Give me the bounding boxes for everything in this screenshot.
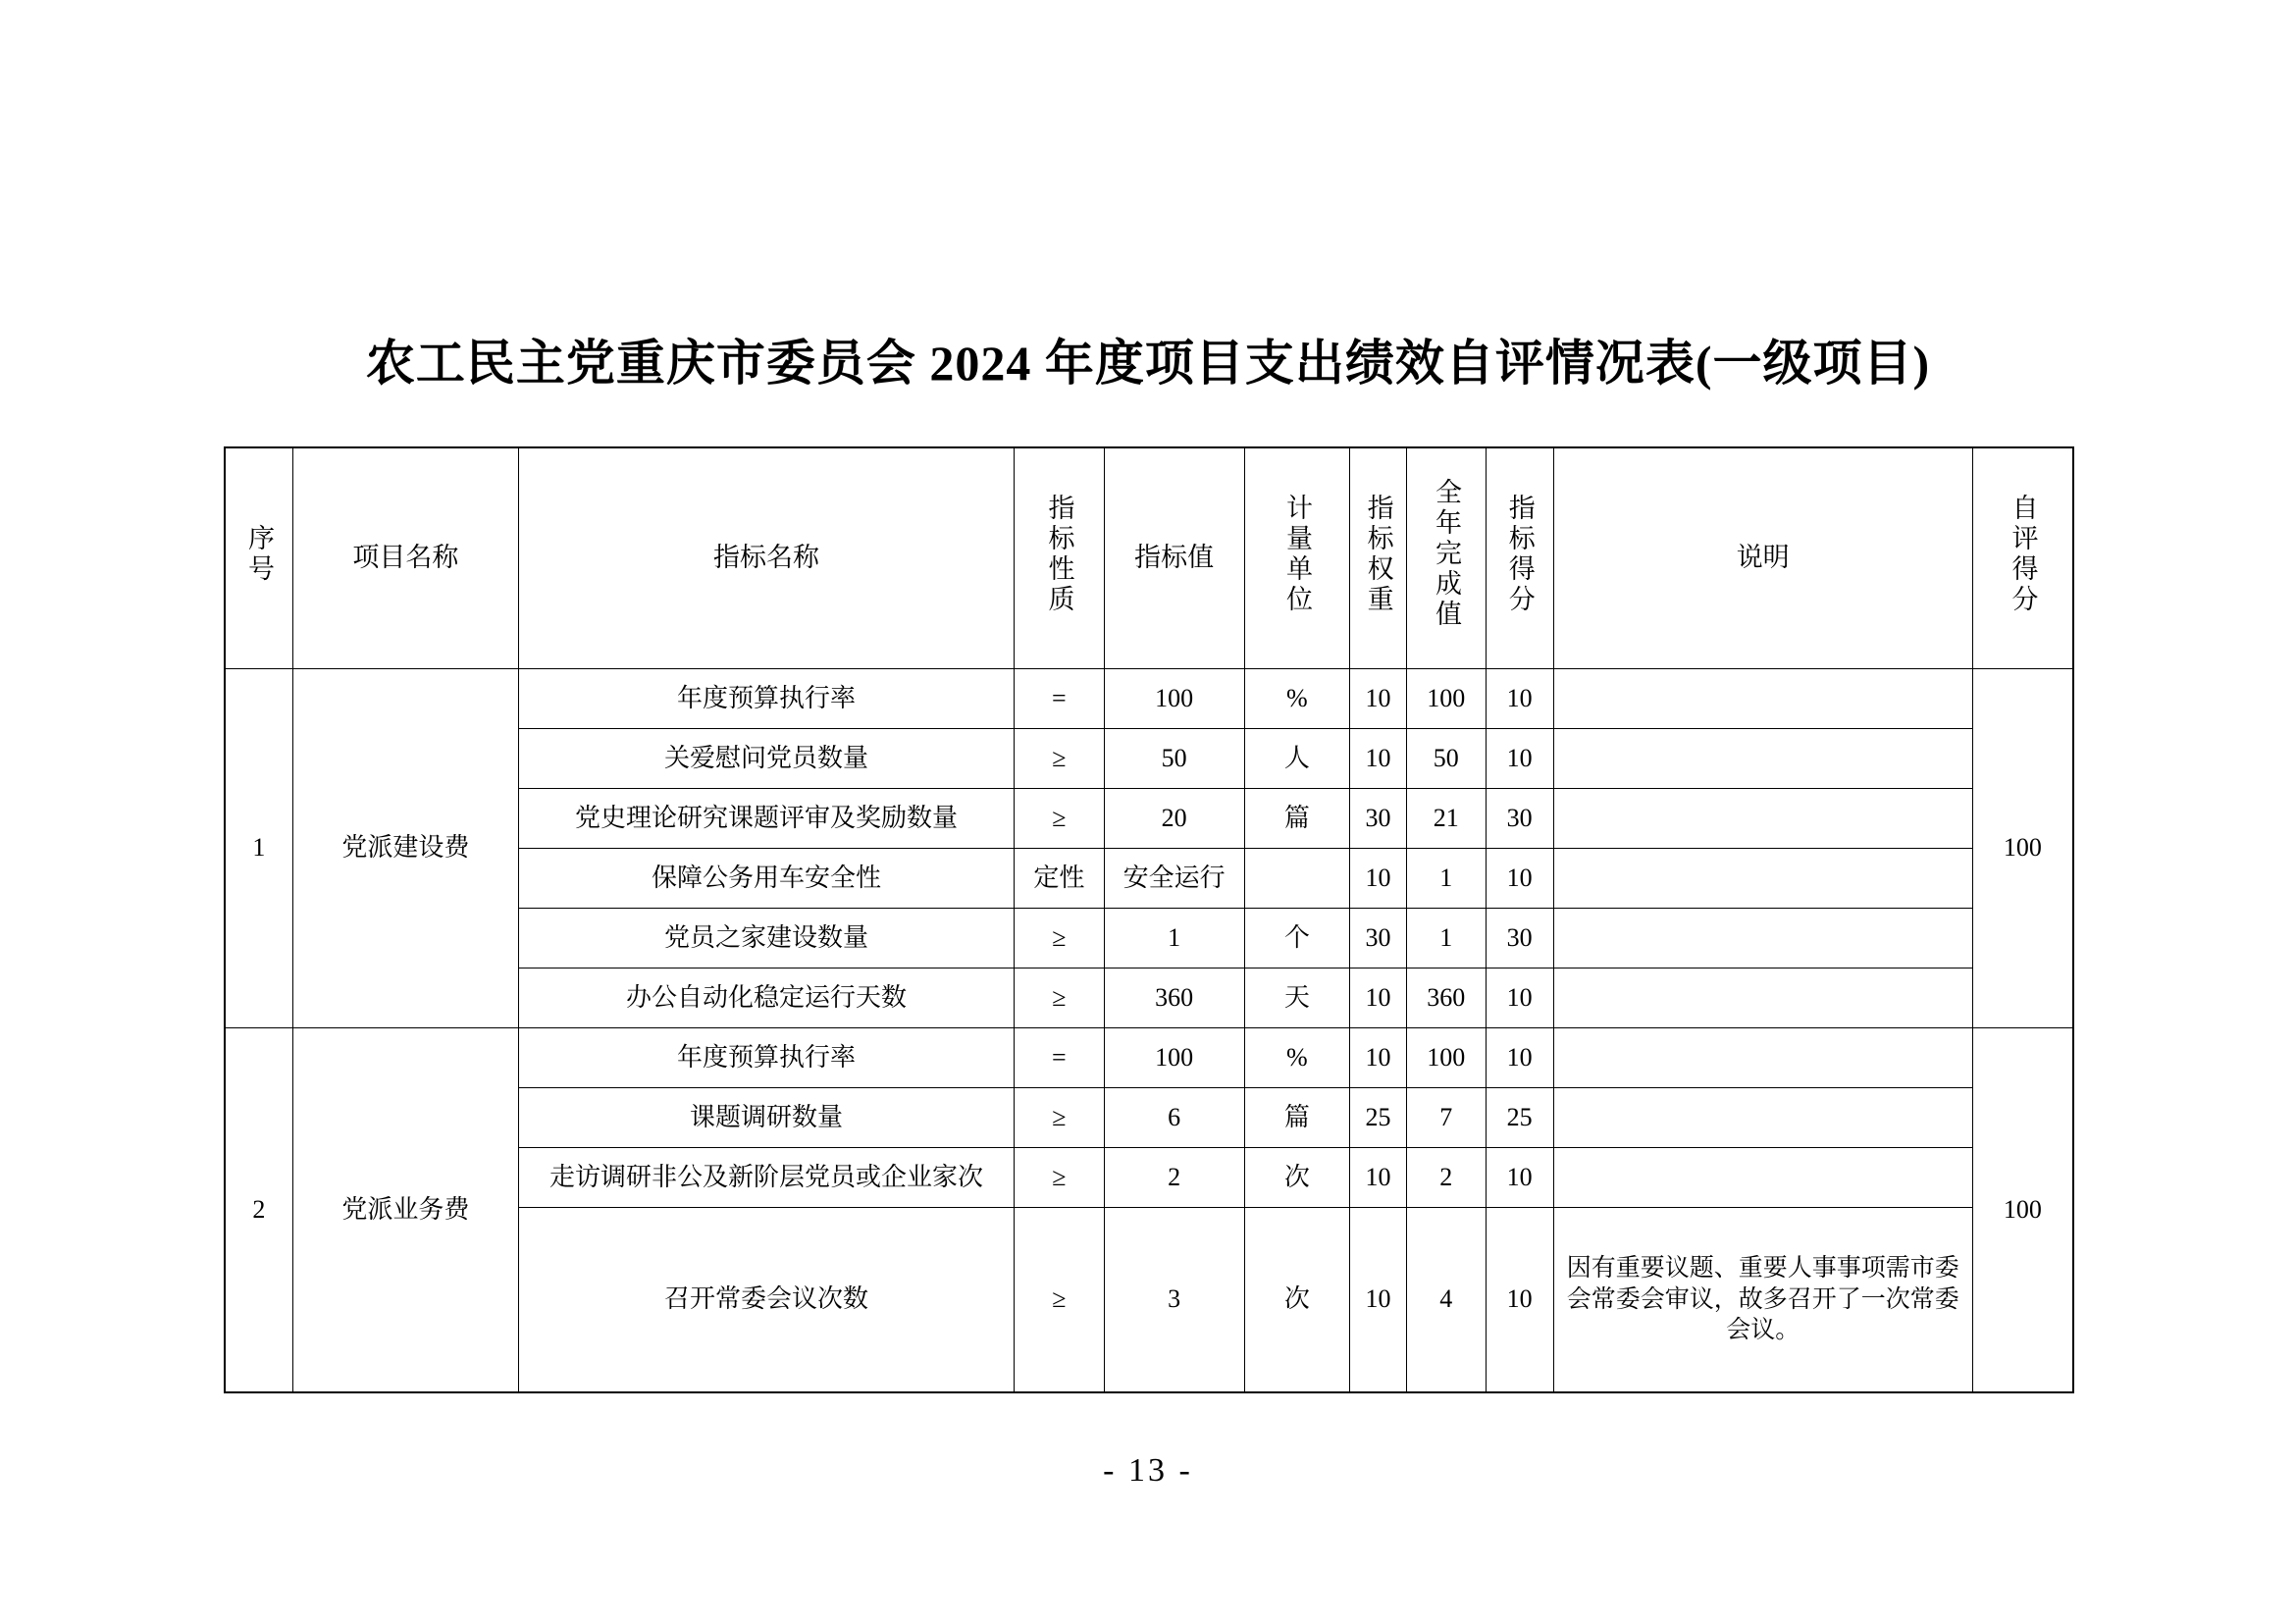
- header-note-label: 说明: [1736, 543, 1790, 573]
- cell-note: [1553, 969, 1972, 1028]
- cell-annual-actual: 360: [1407, 969, 1486, 1028]
- header-weight: [1349, 447, 1406, 669]
- header-project-name: [292, 447, 518, 669]
- cell-indicator-value: 2: [1104, 1148, 1244, 1208]
- header-annual-actual: [1407, 447, 1486, 669]
- cell-project-name: 党派业务费: [292, 1028, 518, 1392]
- cell-indicator-nature: =: [1015, 1028, 1105, 1088]
- cell-note: 因有重要议题、重要人事事项需市委会常委会审议，故多召开了一次常委会议。: [1553, 1208, 1972, 1392]
- header-indicator-score: [1486, 447, 1553, 669]
- cell-indicator-score: 10: [1486, 849, 1553, 909]
- table-header-row: [225, 447, 2073, 669]
- cell-note: [1553, 729, 1972, 789]
- cell-indicator-score: 10: [1486, 1028, 1553, 1088]
- cell-indicator-score: 10: [1486, 1208, 1553, 1392]
- cell-indicator-value: 6: [1104, 1088, 1244, 1148]
- table-row: [225, 1028, 2073, 1088]
- cell-weight: 10: [1349, 1208, 1406, 1392]
- header-seq-label: 序号: [244, 523, 275, 585]
- cell-weight: 10: [1349, 1028, 1406, 1088]
- cell-annual-actual: 1: [1407, 909, 1486, 969]
- header-indicator-name: [518, 447, 1014, 669]
- cell-unit: 次: [1244, 1148, 1349, 1208]
- cell-unit: 天: [1244, 969, 1349, 1028]
- cell-note: [1553, 1088, 1972, 1148]
- cell-indicator-name: 办公自动化稳定运行天数: [518, 969, 1014, 1028]
- header-weight-label: 指标权重: [1363, 493, 1393, 615]
- cell-indicator-nature: ≥: [1015, 729, 1105, 789]
- header-indicator-nature-label: 指标性质: [1044, 493, 1074, 615]
- cell-project-name: 党派建设费: [292, 669, 518, 1028]
- cell-annual-actual: 7: [1407, 1088, 1486, 1148]
- performance-self-evaluation-table: [224, 446, 2074, 1393]
- cell-weight: 30: [1349, 909, 1406, 969]
- cell-annual-actual: 4: [1407, 1208, 1486, 1392]
- page-number: - 13 -: [1103, 1452, 1193, 1489]
- cell-indicator-score: 10: [1486, 729, 1553, 789]
- cell-indicator-value: 3: [1104, 1208, 1244, 1392]
- cell-note: [1553, 1028, 1972, 1088]
- cell-indicator-nature: ≥: [1015, 1088, 1105, 1148]
- cell-unit: 个: [1244, 909, 1349, 969]
- cell-annual-actual: 2: [1407, 1148, 1486, 1208]
- cell-indicator-nature: ≥: [1015, 1148, 1105, 1208]
- header-indicator-nature: [1015, 447, 1105, 669]
- page-title: 农工民主党重庆市委员会 2024 年度项目支出绩效自评情况表(一级项目): [365, 336, 1931, 391]
- header-seq: [225, 447, 292, 669]
- cell-annual-actual: 21: [1407, 789, 1486, 849]
- header-note: [1553, 447, 1972, 669]
- cell-indicator-nature: ≥: [1015, 789, 1105, 849]
- cell-unit: [1244, 849, 1349, 909]
- cell-indicator-name: 年度预算执行率: [518, 1028, 1014, 1088]
- cell-annual-actual: 100: [1407, 1028, 1486, 1088]
- cell-indicator-nature: ≥: [1015, 1208, 1105, 1392]
- cell-unit: 次: [1244, 1208, 1349, 1392]
- cell-indicator-name: 关爱慰问党员数量: [518, 729, 1014, 789]
- cell-indicator-name: 保障公务用车安全性: [518, 849, 1014, 909]
- cell-indicator-name: 党员之家建设数量: [518, 909, 1014, 969]
- header-indicator-score-label: 指标得分: [1504, 493, 1535, 615]
- cell-indicator-score: 10: [1486, 669, 1553, 729]
- cell-unit: 篇: [1244, 1088, 1349, 1148]
- cell-indicator-value: 100: [1104, 1028, 1244, 1088]
- cell-weight: 30: [1349, 789, 1406, 849]
- cell-note: [1553, 669, 1972, 729]
- cell-indicator-value: 50: [1104, 729, 1244, 789]
- cell-indicator-value: 100: [1104, 669, 1244, 729]
- cell-note: [1553, 1148, 1972, 1208]
- cell-seq: 2: [225, 1028, 292, 1392]
- header-unit: [1244, 447, 1349, 669]
- cell-annual-actual: 1: [1407, 849, 1486, 909]
- cell-annual-actual: 50: [1407, 729, 1486, 789]
- cell-self-score: 100: [1972, 669, 2073, 1028]
- cell-indicator-score: 10: [1486, 969, 1553, 1028]
- header-annual-actual-label: 全年完成值: [1431, 478, 1461, 631]
- cell-indicator-value: 360: [1104, 969, 1244, 1028]
- cell-unit: 人: [1244, 729, 1349, 789]
- cell-indicator-name: 党史理论研究课题评审及奖励数量: [518, 789, 1014, 849]
- cell-indicator-name: 召开常委会议次数: [518, 1208, 1014, 1392]
- cell-weight: 25: [1349, 1088, 1406, 1148]
- cell-weight: 10: [1349, 729, 1406, 789]
- table-body: [225, 669, 2073, 1392]
- cell-self-score: 100: [1972, 1028, 2073, 1392]
- cell-indicator-score: 30: [1486, 789, 1553, 849]
- cell-indicator-name: 年度预算执行率: [518, 669, 1014, 729]
- header-project-name-label: 项目名称: [352, 543, 459, 573]
- cell-indicator-score: 30: [1486, 909, 1553, 969]
- cell-indicator-value: 1: [1104, 909, 1244, 969]
- table-row: [225, 669, 2073, 729]
- cell-weight: 10: [1349, 669, 1406, 729]
- performance-table-container: [224, 446, 2074, 1393]
- cell-indicator-name: 课题调研数量: [518, 1088, 1014, 1148]
- cell-note: [1553, 909, 1972, 969]
- cell-weight: 10: [1349, 849, 1406, 909]
- header-self-score-label: 自评得分: [2008, 493, 2038, 615]
- cell-unit: %: [1244, 1028, 1349, 1088]
- cell-annual-actual: 100: [1407, 669, 1486, 729]
- cell-indicator-score: 25: [1486, 1088, 1553, 1148]
- header-indicator-value-label: 指标值: [1134, 543, 1215, 573]
- cell-indicator-nature: 定性: [1015, 849, 1105, 909]
- cell-indicator-value: 安全运行: [1104, 849, 1244, 909]
- header-indicator-name-label: 指标名称: [712, 543, 819, 573]
- cell-seq: 1: [225, 669, 292, 1028]
- cell-indicator-nature: ≥: [1015, 969, 1105, 1028]
- cell-indicator-nature: ≥: [1015, 909, 1105, 969]
- cell-indicator-nature: =: [1015, 669, 1105, 729]
- cell-note: [1553, 789, 1972, 849]
- table-header: [225, 447, 2073, 669]
- header-self-score: [1972, 447, 2073, 669]
- cell-weight: 10: [1349, 969, 1406, 1028]
- cell-unit: 篇: [1244, 789, 1349, 849]
- cell-indicator-score: 10: [1486, 1148, 1553, 1208]
- cell-indicator-value: 20: [1104, 789, 1244, 849]
- cell-note: [1553, 849, 1972, 909]
- cell-indicator-name: 走访调研非公及新阶层党员或企业家次: [518, 1148, 1014, 1208]
- cell-unit: %: [1244, 669, 1349, 729]
- header-unit-label: 计量单位: [1281, 493, 1312, 615]
- cell-weight: 10: [1349, 1148, 1406, 1208]
- header-indicator-value: [1104, 447, 1244, 669]
